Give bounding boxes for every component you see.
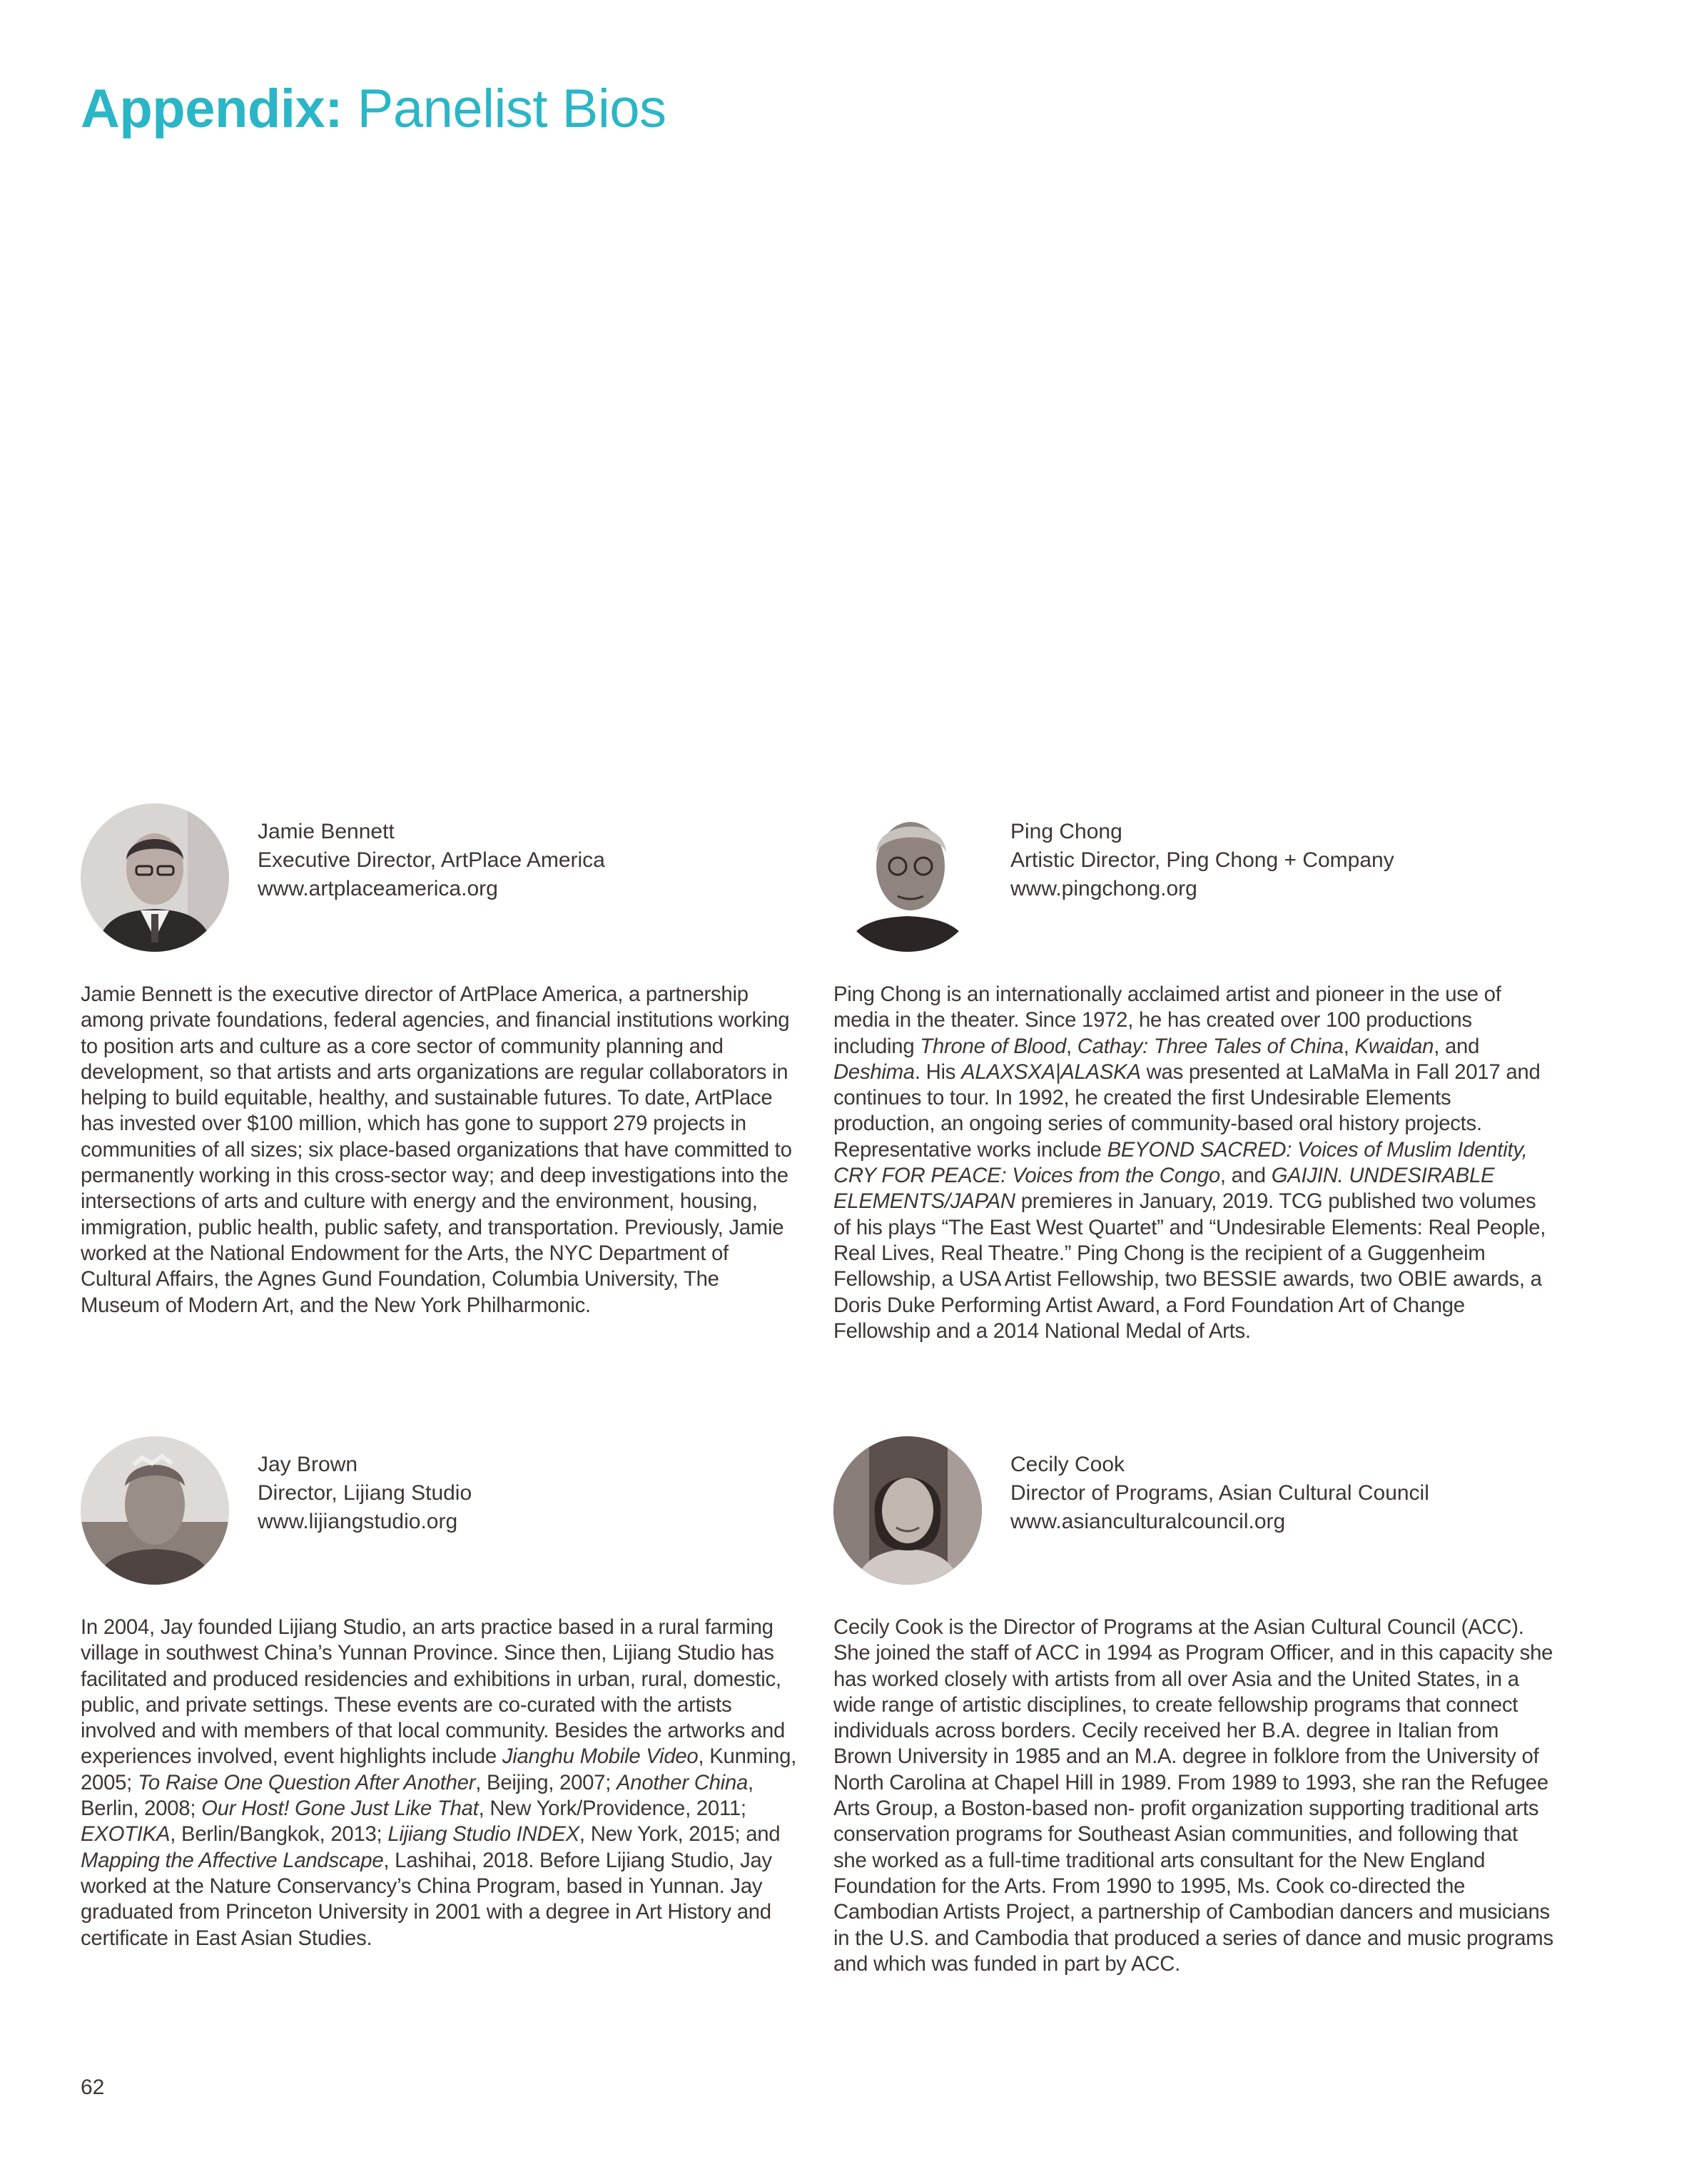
portrait-photo bbox=[81, 1436, 229, 1585]
bio-italic-title: Lijiang Studio INDEX bbox=[387, 1822, 579, 1847]
panelist-role: Director, Lijiang Studio bbox=[258, 1481, 472, 1505]
bio-text: , Kunming, 2005; bbox=[81, 1744, 797, 1794]
bio-paragraph bbox=[833, 1615, 1554, 1977]
bio-italic-title: To Raise One Question After Another bbox=[137, 1770, 476, 1794]
page-number: 62 bbox=[81, 2076, 105, 2099]
portrait-photo bbox=[81, 803, 229, 952]
panelist-name: Ping Chong bbox=[1010, 820, 1122, 843]
bio-text: . His bbox=[914, 1060, 962, 1084]
panelist-name: Jamie Bennett bbox=[258, 820, 395, 843]
bio-italic-title: Another China bbox=[616, 1770, 749, 1794]
panelist-header bbox=[258, 1451, 472, 1536]
bio-italic-title: Our Host! Gone Just Like That bbox=[201, 1797, 479, 1821]
bio-text: , Berlin, 2008; bbox=[81, 1770, 754, 1821]
panelist-website[interactable]: www.artplaceamerica.org bbox=[258, 877, 498, 900]
panelist-header bbox=[1010, 818, 1394, 903]
bio-text: was presented at LaMaMa in Fall 2017 and continues to tour. In 1992, he created the first Undesirable Elements production, an ongoing series of community-based oral history projects. Representative works include bbox=[833, 1060, 1541, 1162]
panelist-name: Cecily Cook bbox=[1010, 1453, 1125, 1476]
bio-paragraph bbox=[81, 1615, 801, 1951]
bio-italic-title: ALAXSXA|ALASKA bbox=[961, 1060, 1141, 1084]
portrait-photo bbox=[833, 1436, 982, 1585]
bio-text: , bbox=[1343, 1034, 1355, 1058]
bio-text: Ping Chong is an internationally acclaimed artist and pioneer in the use of media in the theater. Since 1972, he has created over 100 productions including bbox=[833, 982, 1501, 1058]
bio-italic-title: EXOTIKA bbox=[81, 1822, 171, 1847]
bio-italic-title: Throne of Blood bbox=[920, 1034, 1067, 1058]
panelist-website[interactable]: www.lijiangstudio.org bbox=[258, 1510, 458, 1533]
panelist-header bbox=[258, 818, 605, 903]
bio-text: , bbox=[1066, 1034, 1077, 1058]
bio-text: , Berlin/Bangkok, 2013; bbox=[170, 1822, 388, 1847]
panelist-bio bbox=[833, 982, 1554, 1344]
panelist-bio bbox=[833, 1615, 1554, 1977]
bio-italic-title: Cathay: Three Tales of China bbox=[1077, 1034, 1344, 1058]
bio-text: , New York/Providence, 2011; bbox=[478, 1797, 746, 1821]
panelist-role: Executive Director, ArtPlace America bbox=[258, 848, 605, 872]
page-title bbox=[81, 77, 666, 141]
panelist-website[interactable]: www.pingchong.org bbox=[1010, 877, 1197, 900]
bio-text: Jamie Bennett is the executive director of ArtPlace America, a partnership among private foundations, federal agencies, and financial institutions working to position arts and culture as a core sector of community planning and development, so that artists and arts organizations are regular collaborators in helping to build equitable, healthy, and sustainable futures. To date, ArtPlace has invested over $100 million, which has gone to support 279 projects in communities of all sizes; six place-based organizations that have committed to permanently working in this cross-sector way; and deep investigations into the intersections of arts and culture with energy and the environment, housing, immigration, public health, public safety, and transportation. Previously, Jamie worked at the National Endowment for the Arts, the NYC Department of Cultural Affairs, the Agnes Gund Foundation, Columbia University, The Museum of Modern Art, and the New York Philharmonic. bbox=[81, 982, 792, 1317]
bio-paragraph bbox=[81, 982, 801, 1319]
panelist-role: Artistic Director, Ping Chong + Company bbox=[1010, 848, 1394, 872]
panelist-role: Director of Programs, Asian Cultural Council bbox=[1010, 1481, 1429, 1505]
bio-italic-title: Jianghu Mobile Video bbox=[502, 1744, 699, 1769]
page-title-regular: Panelist Bios bbox=[343, 78, 666, 139]
bio-text: , Lashihai, 2018. Before Lijiang Studio, Jay worked at the Nature Conservancy’s China Program, based in Yunnan. Jay graduated from Princeton University in 2001 with a degree in Art History and certificate in East Asian Studies. bbox=[81, 1848, 772, 1950]
panelist-name: Jay Brown bbox=[258, 1453, 358, 1476]
bio-text: premieres in January, 2019. TCG published two volumes of his plays “The East West Quartet” and “Undesirable Elements: Real People, Real Lives, Real Theatre.” Ping Chong is the recipient of a Guggenheim Fellowship, a USA Artist Fellowship, two BESSIE awards, two OBIE awards, a Doris Duke Performing Artist Award, a Ford Foundation Art of Change Fellowship and a 2014 National Medal of Arts. bbox=[833, 1189, 1546, 1343]
bio-italic-title: GAIJIN. UNDESIRABLE ELEMENTS/JAPAN bbox=[833, 1164, 1495, 1214]
bio-text: In 2004, Jay founded Lijiang Studio, an arts practice based in a rural farming village in southwest China’s Yunnan Province. Since then, Lijiang Studio has facilitated and produced residencies and exhibitions in urban, rural, domestic, public, and private settings. These events are co-curated with the artists involved and with members of that local community. Besides the artworks and experiences involved, event highlights include bbox=[81, 1615, 786, 1769]
bio-paragraph bbox=[833, 982, 1554, 1344]
page-title-bold: Appendix: bbox=[81, 78, 343, 139]
panelist-website[interactable]: www.asianculturalcouncil.org bbox=[1010, 1510, 1286, 1533]
panelist-header bbox=[1010, 1451, 1429, 1536]
bio-text: , and bbox=[1434, 1034, 1480, 1058]
bio-text: Cecily Cook is the Director of Programs at the Asian Cultural Council (ACC). She joined the staff of ACC in 1994 as Program Officer, and in this capacity she has worked closely with artists from all over Asia and the United States, in a wide range of artistic disciplines, to create fellowship programs that connect individuals across borders. Cecily received her B.A. degree in Italian from Brown University in 1985 and an M.A. degree in folklore from the University of North Carolina at Chapel Hill in 1989. From 1989 to 1993, she ran the Refugee Arts Group, a Boston-based non- profit organization supporting traditional arts conservation programs for Southeast Asian communities, and following that she worked as a full-time traditional arts consultant for the New England Foundation for the Arts. From 1990 to 1995, Ms. Cook co-directed the Cambodian Artists Project, a partnership of Cambodian dancers and musicians in the U.S. and Cambodia that produced a series of dance and music programs and which was funded in part by ACC. bbox=[833, 1615, 1553, 1976]
panelist-bio bbox=[81, 1615, 801, 1951]
bio-italic-title: Deshima bbox=[833, 1060, 915, 1084]
bio-text: , Beijing, 2007; bbox=[475, 1770, 617, 1794]
bio-text: , and bbox=[1219, 1164, 1272, 1188]
bio-text: , New York, 2015; and bbox=[579, 1822, 781, 1847]
bio-italic-title: Kwaidan bbox=[1354, 1034, 1434, 1058]
bio-italic-title: Mapping the Affective Landscape bbox=[81, 1848, 384, 1872]
portrait-photo bbox=[833, 803, 982, 952]
panelist-bio bbox=[81, 982, 801, 1319]
bio-italic-title: BEYOND SACRED: Voices of Muslim Identity, CRY FOR PEACE: Voices from the Congo bbox=[833, 1137, 1528, 1188]
